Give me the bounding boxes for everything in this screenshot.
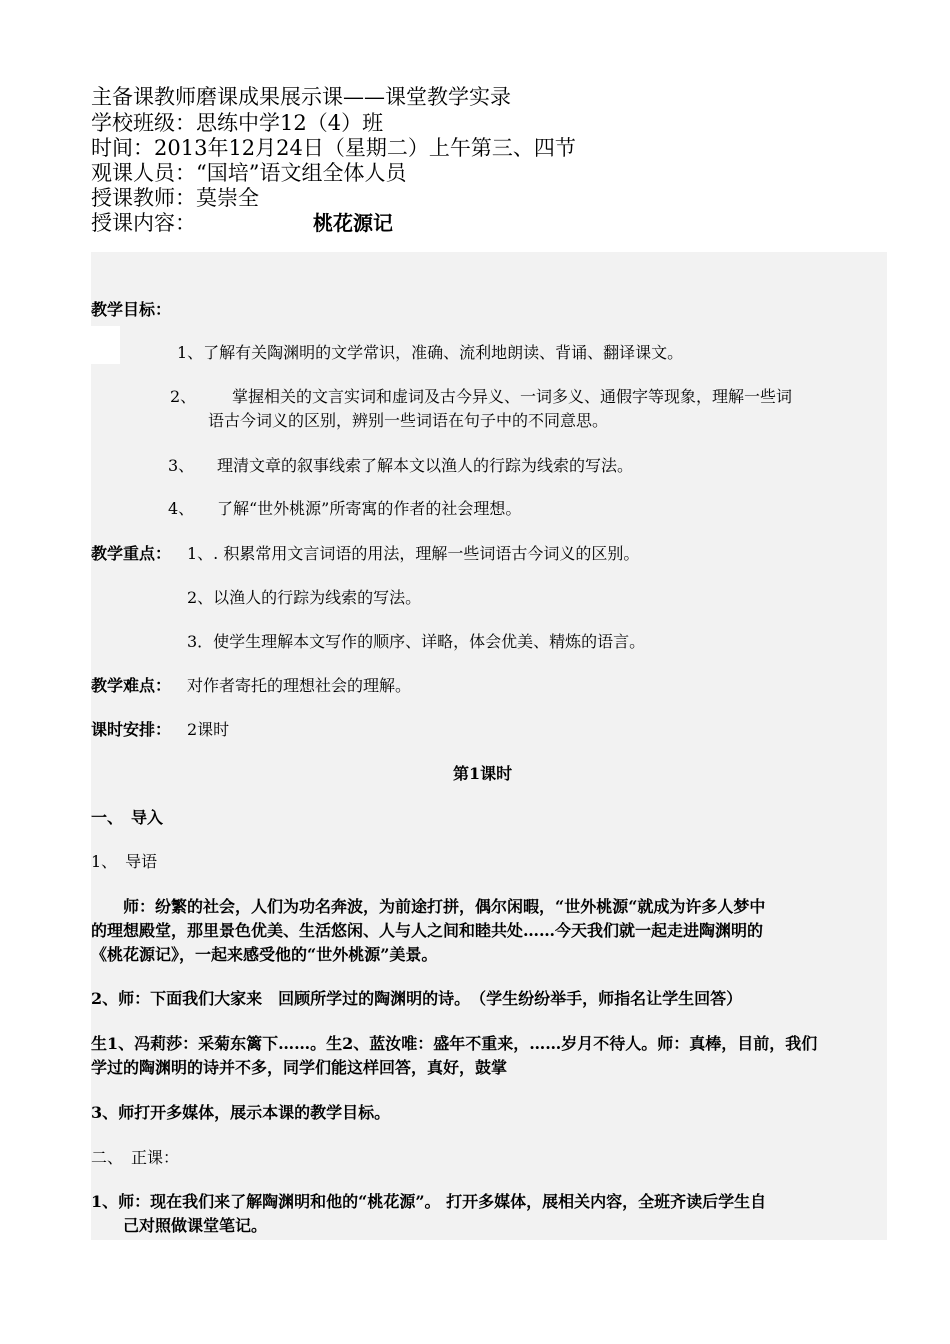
- header-line-content-label: 授课内容：: [91, 211, 196, 235]
- section-main-heading: 二、 正课：: [91, 1148, 180, 1167]
- header-line-title: 主备课教师磨课成果展示课——课堂教学实录: [91, 85, 511, 109]
- lesson1-title: 第1课时: [453, 764, 513, 783]
- header-line-class: 学校班级：思练中学12（4）班: [91, 111, 384, 135]
- objective-item-3: 理清文章的叙事线索了解本文以渔人的行踪为线索的写法。: [217, 456, 634, 475]
- objective-item-2-number: 2、: [170, 387, 197, 406]
- section-intro-heading: 一、 导入: [91, 808, 164, 827]
- key-point-item-1: 1、. 积累常用文言词语的用法，理解一些词语古今词义的区别。: [187, 544, 640, 563]
- lesson-title: 桃花源记: [313, 211, 393, 235]
- key-points-heading: 教学重点：: [91, 544, 172, 563]
- objective-item-3-number: 3、: [168, 456, 195, 475]
- shade-notch: [91, 326, 120, 364]
- key-point-item-2: 2、以渔人的行踪为线索的写法。: [187, 588, 422, 607]
- objectives-heading: 教学目标：: [91, 300, 172, 319]
- header-line-observers: 观课人员：“国培”语文组全体人员: [91, 161, 407, 185]
- schedule-text: 2课时: [187, 720, 230, 739]
- intro-paragraph-line3: 《桃花源记》，一起来感受他的“世外桃源”美景。: [91, 945, 438, 964]
- student-answer-line1: 生1、冯莉莎：采菊东篱下……。生2、蓝汝唯：盛年不重来，……岁月不待人。师：真棒，目前，我们: [91, 1034, 818, 1053]
- multimedia-paragraph: 3、师打开多媒体，展示本课的教学目标。: [91, 1103, 391, 1122]
- header-line-time: 时间：2013年12月24日（星期二）上午第三、四节: [91, 136, 576, 160]
- main-paragraph-line1: 1、师：现在我们来了解陶渊明和他的“桃花源”。 打开多媒体，展相关内容，全班齐读后学生自: [91, 1192, 767, 1211]
- objective-item-2-line2: 语古今词义的区别，辨别一些词语在句子中的不同意思。: [208, 411, 609, 430]
- header-line-teacher: 授课教师：莫崇全: [91, 186, 259, 210]
- objective-item-1: 1、了解有关陶渊明的文学常识，准确、流利地朗读、背诵、翻译课文。: [177, 343, 684, 362]
- key-point-item-3: 3．使学生理解本文写作的顺序、详略，体会优美、精炼的语言。: [187, 632, 646, 651]
- intro-paragraph-line1: 师：纷繁的社会，人们为功名奔波，为前途打拼，偶尔闲暇，“世外桃源“就成为许多人梦中: [123, 897, 766, 916]
- intro-paragraph-line2: 的理想殿堂，那里景色优美、生活悠闲、人与人之间和睦共处……今天我们就一起走进陶渊明的: [91, 921, 764, 940]
- review-paragraph: 2、师：下面我们大家来 回顾所学过的陶渊明的诗。 （学生纷纷举手，师指名让学生回答）: [91, 989, 743, 1008]
- difficulty-heading: 教学难点：: [91, 676, 172, 695]
- objective-item-2-line1: 掌握相关的文言实词和虚词及古今异义、一词多义、通假字等现象，理解一些词: [232, 387, 793, 406]
- student-answer-line2: 学过的陶渊明的诗并不多，同学们能这样回答，真好，鼓掌: [91, 1058, 508, 1077]
- objective-item-4: 了解“世外桃源”所寄寓的作者的社会理想。: [217, 499, 522, 518]
- main-paragraph-line2: 己对照做课堂笔记。: [123, 1216, 268, 1235]
- objective-item-4-number: 4、: [168, 499, 195, 518]
- difficulty-text: 对作者寄托的理想社会的理解。: [187, 676, 412, 695]
- subsection-intro-words: 1、 导语: [91, 852, 158, 871]
- schedule-heading: 课时安排：: [91, 720, 172, 739]
